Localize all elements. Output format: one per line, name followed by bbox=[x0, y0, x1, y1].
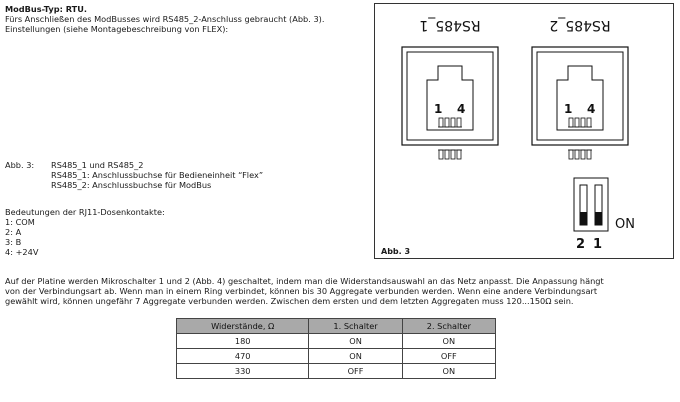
column-header: 2. Schalter bbox=[402, 319, 495, 334]
table-row bbox=[177, 334, 496, 349]
table-row bbox=[177, 364, 496, 379]
contact-item: 1: COM bbox=[5, 217, 35, 227]
switch-on-label: ON bbox=[615, 217, 635, 232]
table-cell: ON bbox=[309, 349, 402, 364]
figure-caption: Abb. 3 bbox=[381, 247, 411, 256]
table-cell: 470 bbox=[177, 349, 309, 364]
figure-abb3 bbox=[374, 3, 674, 259]
abb3-line-1: RS485_1 und RS485_2 bbox=[51, 160, 144, 170]
table-cell: ON bbox=[402, 334, 495, 349]
table-cell: 180 bbox=[177, 334, 309, 349]
abb3-label: Abb. 3: bbox=[5, 160, 35, 170]
modbus-type-title: ModBus-Typ: RTU. bbox=[5, 4, 87, 14]
table-cell: ON bbox=[309, 334, 402, 349]
intro-line-1: Fürs Anschließen des ModBusses wird RS485_2-Anschluss gebraucht (Abb. 3). bbox=[5, 14, 325, 24]
table-cell: ON bbox=[402, 364, 495, 379]
switch-number: 1 bbox=[593, 237, 603, 252]
pin-label: 4 bbox=[587, 102, 596, 116]
table-cell: OFF bbox=[309, 364, 402, 379]
dip-switch bbox=[574, 178, 635, 252]
column-header: 1. Schalter bbox=[309, 319, 402, 334]
connector2-label: RS485_2 bbox=[549, 17, 611, 33]
contacts-heading: Bedeutungen der RJ11-Dosenkontakte: bbox=[5, 207, 165, 217]
resistor-table bbox=[176, 318, 496, 379]
body-line-1: Auf der Platine werden Mikroschalter 1 und 2 (Abb. 4) geschaltet, indem man die Widerstandsauswahl an das Netz anpasst. Die Anpassung hängt bbox=[5, 276, 604, 286]
intro-line-2: Einstellungen (siehe Montagebeschreibung von FLEX): bbox=[5, 24, 229, 34]
rj11-connector-2 bbox=[532, 47, 628, 159]
table-cell: 330 bbox=[177, 364, 309, 379]
contact-item: 4: +24V bbox=[5, 247, 39, 257]
table-cell: OFF bbox=[402, 349, 495, 364]
rj11-connector-1 bbox=[402, 47, 498, 159]
pin-label: 1 bbox=[564, 102, 573, 116]
pin-label: 1 bbox=[434, 102, 443, 116]
contact-item: 2: A bbox=[5, 227, 22, 237]
table-row bbox=[177, 349, 496, 364]
contact-item: 3: B bbox=[5, 237, 22, 247]
abb3-line-3: RS485_2: Anschlussbuchse für ModBus bbox=[51, 180, 212, 190]
pin-label: 4 bbox=[457, 102, 466, 116]
switch-number: 2 bbox=[576, 237, 586, 252]
column-header: Widerstände, Ω bbox=[177, 319, 309, 334]
connector-diagram bbox=[375, 4, 673, 258]
body-line-2: von der Verbindungsart ab. Wenn man in einem Ring verbindet, können bis 30 Aggregate verbunden werden. Wenn eine andere Verbindungsart bbox=[5, 286, 598, 296]
body-line-3: gewählt wird, können ungefähr 7 Aggregate verbunden werden. Zwischen dem ersten und dem letzten Aggregaten muss 120...150Ω sein. bbox=[5, 296, 574, 306]
table-header-row bbox=[177, 319, 496, 334]
abb3-line-2: RS485_1: Anschlussbuchse für Bedieneinheit “Flex” bbox=[51, 170, 264, 180]
connector1-label: RS485_1 bbox=[419, 17, 481, 33]
